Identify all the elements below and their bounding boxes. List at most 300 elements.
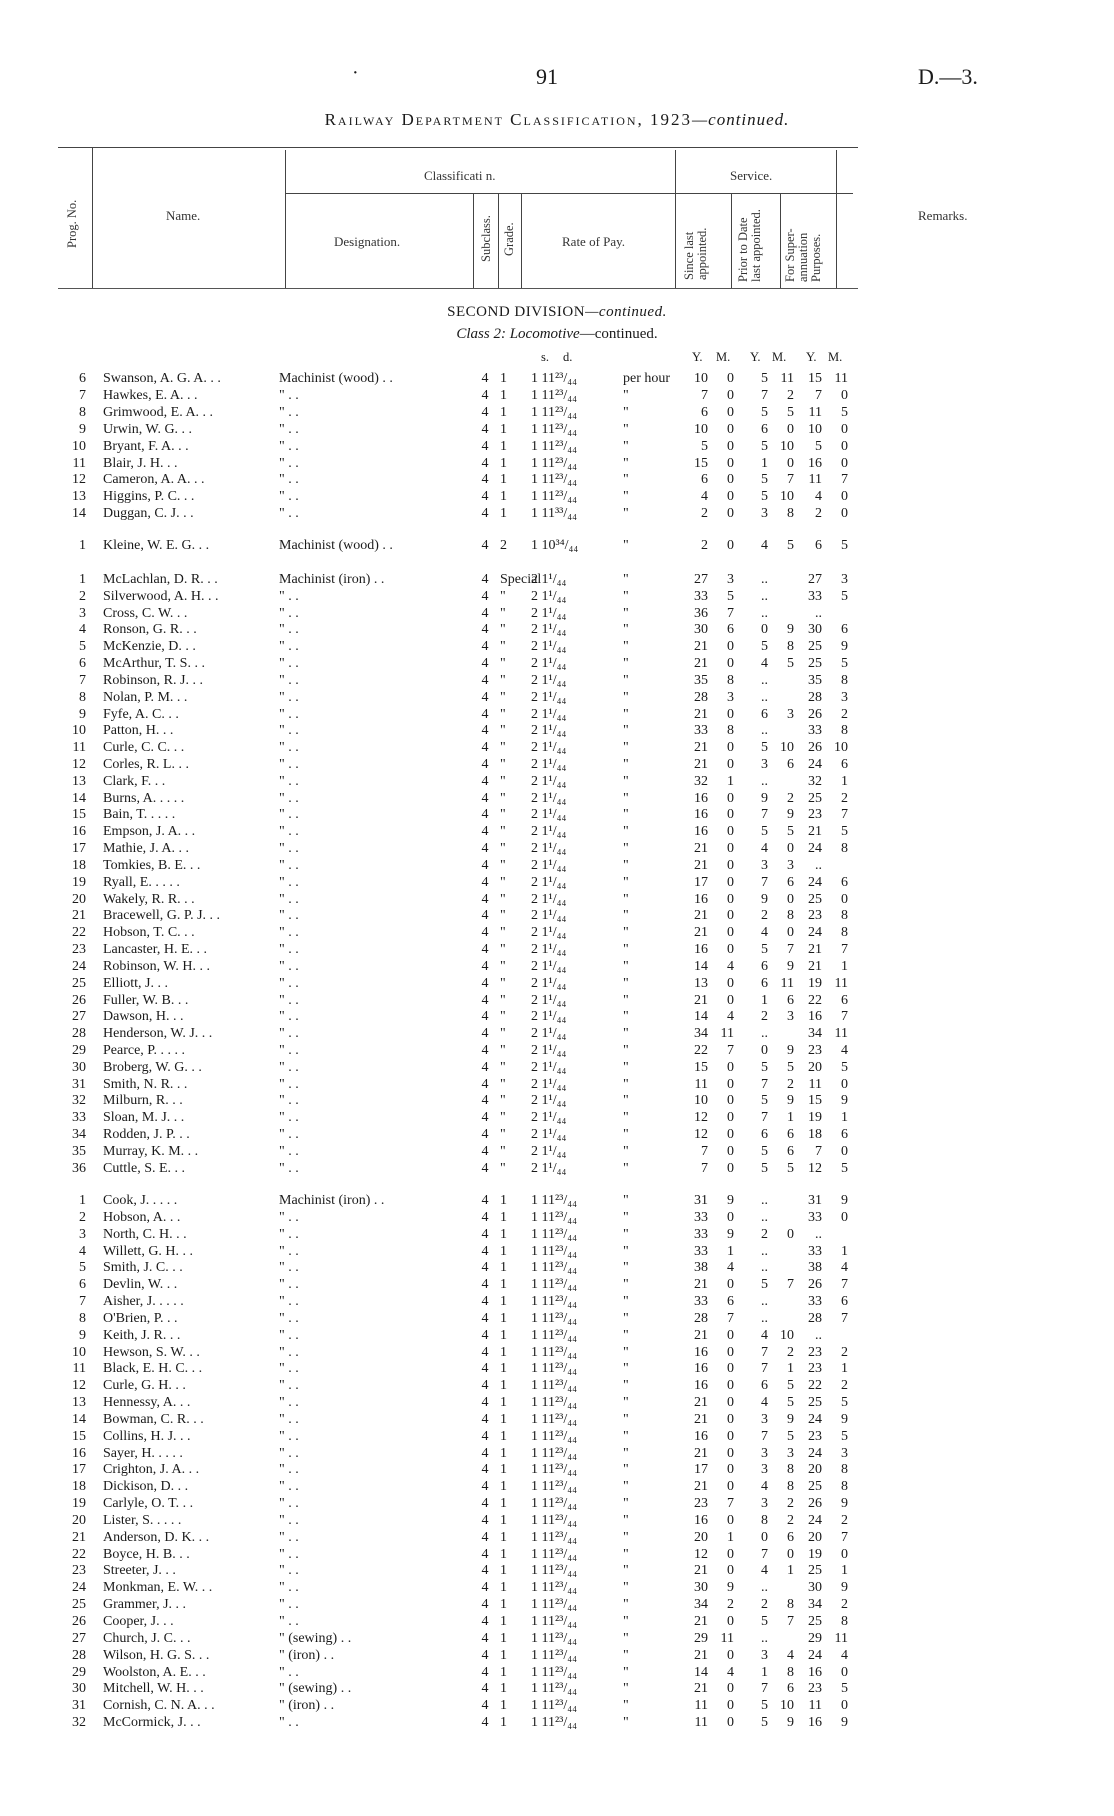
super-years: 5	[815, 438, 822, 454]
rate-of-pay: 2 1¹/₄₄	[531, 757, 567, 773]
designation: " . .	[279, 723, 299, 739]
super-months: 1	[841, 1563, 848, 1579]
table-row	[0, 1259, 1114, 1276]
super-years: 38	[808, 1260, 822, 1276]
since-years: 21	[694, 1647, 708, 1663]
rate-of-pay: 2 1¹/₄₄	[531, 1127, 567, 1143]
designation: Machinist (iron) . .	[279, 572, 385, 587]
super-months: 4	[841, 1647, 848, 1663]
designation: " . .	[279, 689, 299, 705]
employee-name: Hennessy, A. . .	[103, 1395, 191, 1411]
designation: " . .	[279, 891, 299, 907]
grade: 1	[500, 1479, 507, 1495]
prog-no: 11	[72, 1361, 86, 1377]
since-months: 2	[727, 1597, 734, 1613]
prog-no: 16	[72, 824, 86, 840]
super-years: 11	[808, 472, 822, 488]
employee-name: McKenzie, D. . .	[103, 639, 196, 655]
super-months: 7	[841, 1009, 848, 1025]
since-years: 17	[694, 1462, 708, 1478]
super-months: 6	[841, 1294, 848, 1310]
since-years: 33	[694, 1243, 708, 1259]
prior-months: 6	[787, 992, 794, 1008]
super-years: 24	[808, 1512, 822, 1528]
prior-months: 10	[780, 740, 794, 756]
grade: 1	[500, 387, 507, 403]
designation: " . .	[279, 958, 299, 974]
super-years: 20	[808, 1059, 822, 1075]
since-months: 7	[727, 1496, 734, 1512]
designation: " . .	[279, 942, 299, 958]
since-months: 6	[727, 1294, 734, 1310]
designation: " . .	[279, 421, 299, 437]
table-row	[0, 756, 1114, 773]
super-years: 20	[808, 1529, 822, 1545]
super-years: 2	[815, 506, 822, 522]
prior-years: 4	[761, 1563, 768, 1579]
since-years: 30	[694, 1580, 708, 1596]
subclass: 4	[481, 942, 489, 958]
employee-name: Corles, R. L. . .	[103, 757, 189, 773]
rate-unit: "	[623, 857, 629, 873]
grade: 1	[500, 1529, 507, 1545]
prior-years: 7	[761, 1546, 768, 1562]
table-row	[0, 1008, 1114, 1025]
table-row	[0, 840, 1114, 857]
table-row	[0, 975, 1114, 992]
unit-pence: d.	[563, 350, 573, 364]
since-years: 21	[694, 1681, 708, 1697]
since-years: 29	[694, 1630, 708, 1646]
prior-years: 7	[761, 1681, 768, 1697]
employee-name: Silverwood, A. H. . .	[103, 588, 219, 604]
prog-no: 26	[72, 1614, 86, 1629]
since-years: 16	[694, 824, 708, 840]
prog-no: 9	[79, 421, 86, 437]
employee-name: Keith, J. R. . .	[103, 1327, 181, 1343]
prior-years: 5	[761, 489, 768, 505]
employee-name: Woolston, A. E. . .	[103, 1664, 206, 1680]
prior-years: 7	[761, 1361, 768, 1377]
grade: 1	[500, 1294, 507, 1310]
title-main: Railway Department Classification, 1923	[324, 110, 693, 129]
super-years: 23	[808, 1042, 822, 1058]
super-years: 16	[808, 1009, 822, 1025]
super-years: 25	[808, 1395, 822, 1411]
prior-years: 3	[761, 1445, 768, 1461]
prior-years: 7	[761, 1076, 768, 1092]
prog-no: 4	[79, 622, 86, 638]
rate-unit: "	[623, 1093, 629, 1109]
super-months: 5	[841, 1428, 848, 1444]
subclass: 4	[481, 371, 489, 386]
rate-of-pay: 2 1¹/₄₄	[531, 841, 567, 857]
table-row	[0, 958, 1114, 975]
subclass: 4	[481, 489, 489, 505]
rate-unit: "	[623, 958, 629, 974]
prior-months: 5	[787, 404, 794, 420]
prior-years: 4	[761, 538, 768, 553]
prior-months: 0	[787, 841, 794, 857]
rate-unit: "	[623, 1681, 629, 1697]
employee-name: Grimwood, E. A. . .	[103, 404, 214, 420]
employee-name: Mitchell, W. H. . .	[103, 1681, 204, 1697]
grade: "	[500, 639, 506, 655]
table-row	[0, 588, 1114, 605]
grade: 1	[500, 371, 507, 386]
rate-of-pay: 2 1¹/₄₄	[531, 1042, 567, 1058]
subclass: 4	[481, 639, 489, 655]
table-row	[0, 1092, 1114, 1109]
designation: " . .	[279, 438, 299, 454]
grade: 2	[500, 538, 507, 553]
grade: 1	[500, 1614, 507, 1629]
subclass: 4	[481, 1664, 489, 1680]
super-months: 3	[841, 689, 848, 705]
super-months: 5	[841, 1059, 848, 1075]
super-years: 26	[808, 740, 822, 756]
prog-no: 1	[79, 572, 86, 587]
section-title-text: SECOND DIVISION	[447, 304, 586, 320]
super-years: ..	[815, 1327, 822, 1343]
since-years: 33	[694, 1226, 708, 1242]
prior-months: 2	[787, 790, 794, 806]
since-months: 0	[727, 1411, 734, 1427]
prior-years: 3	[761, 1411, 768, 1427]
subclass: 4	[481, 925, 489, 941]
table-row	[0, 1360, 1114, 1377]
prog-no: 13	[72, 1395, 86, 1411]
designation: " . .	[279, 1226, 299, 1242]
subclass: 4	[481, 1327, 489, 1343]
prog-no: 28	[72, 1026, 86, 1042]
grade: 1	[500, 1681, 507, 1697]
rate-unit: "	[623, 1160, 629, 1176]
since-months: 0	[727, 455, 734, 471]
prior-years: 7	[761, 1428, 768, 1444]
prior-months: 0	[787, 421, 794, 437]
rate-unit: "	[623, 1647, 629, 1663]
prior-years: 8	[761, 1512, 768, 1528]
grade: "	[500, 1026, 506, 1042]
grade: "	[500, 942, 506, 958]
prog-no: 23	[72, 1563, 86, 1579]
since-years: 21	[694, 757, 708, 773]
subclass: 4	[481, 706, 489, 722]
super-years: 15	[808, 1093, 822, 1109]
prior-months: 2	[787, 387, 794, 403]
rate-unit: "	[623, 622, 629, 638]
rate-of-pay: 2 1¹/₄₄	[531, 1026, 567, 1042]
rate-unit: "	[623, 757, 629, 773]
table-row	[0, 505, 1114, 522]
subclass: 4	[481, 975, 489, 991]
grade: "	[500, 824, 506, 840]
prior-years: ..	[761, 689, 768, 705]
subclass: 4	[481, 672, 489, 688]
employee-name: Black, E. H. C. . .	[103, 1361, 203, 1377]
grade: 1	[500, 421, 507, 437]
rate-unit: "	[623, 672, 629, 688]
prog-no: 11	[72, 740, 86, 756]
employee-name: Sayer, H. . . . .	[103, 1445, 183, 1461]
super-years: 25	[808, 639, 822, 655]
prior-years: ..	[761, 588, 768, 604]
prior-years: ..	[761, 1193, 768, 1208]
prior-months: 6	[787, 757, 794, 773]
employee-name: Elliott, J. . .	[103, 975, 168, 991]
super-years: 24	[808, 925, 822, 941]
super-years: 23	[808, 1681, 822, 1697]
designation: " . .	[279, 489, 299, 505]
table-row	[0, 1630, 1114, 1647]
rate-unit: "	[623, 1026, 629, 1042]
subclass: 4	[481, 689, 489, 705]
prior-months: 5	[787, 1059, 794, 1075]
unit-shillings: s.	[541, 350, 549, 364]
subclass: 4	[481, 421, 489, 437]
designation: " . .	[279, 1093, 299, 1109]
prog-no: 8	[79, 1310, 86, 1326]
designation: " . .	[279, 605, 299, 621]
prior-months: 2	[787, 1344, 794, 1360]
designation: " . .	[279, 807, 299, 823]
prior-years: ..	[761, 1209, 768, 1225]
rate-unit: "	[623, 1428, 629, 1444]
since-months: 0	[727, 1563, 734, 1579]
grade: "	[500, 672, 506, 688]
since-months: 0	[727, 1512, 734, 1528]
subclass: 4	[481, 438, 489, 454]
super-months: 6	[841, 622, 848, 638]
rate-of-pay: 1 11²³/₄₄	[531, 1546, 578, 1562]
since-months: 0	[727, 1327, 734, 1343]
designation: " . .	[279, 1715, 299, 1731]
col-service: Service.	[730, 168, 773, 183]
super-years: 4	[815, 489, 822, 505]
table-row	[0, 1394, 1114, 1411]
prior-years: 5	[761, 438, 768, 454]
rate-unit: "	[623, 1260, 629, 1276]
rate-of-pay: 2 1¹/₄₄	[531, 1009, 567, 1025]
prog-no: 5	[79, 1260, 86, 1276]
subclass: 4	[481, 1462, 489, 1478]
grade: 1	[500, 1580, 507, 1596]
since-months: 0	[727, 438, 734, 454]
subclass: 4	[481, 572, 489, 587]
rate-unit: "	[623, 706, 629, 722]
super-years: 16	[808, 1664, 822, 1680]
rate-of-pay: 1 11²³/₄₄	[531, 1428, 578, 1444]
subclass: 4	[481, 740, 489, 756]
employee-name: Carlyle, O. T. . .	[103, 1496, 194, 1512]
employee-name: Curle, C. C. . .	[103, 740, 185, 756]
rate-unit: "	[623, 740, 629, 756]
prog-no: 18	[72, 1479, 86, 1495]
prog-no: 35	[72, 1143, 86, 1159]
super-months: 1	[841, 1243, 848, 1259]
grade: 1	[500, 472, 507, 488]
super-years: 33	[808, 1243, 822, 1259]
prior-years: 5	[761, 1143, 768, 1159]
super-years: 26	[808, 1277, 822, 1293]
table-row	[0, 1042, 1114, 1059]
super-years: 11	[808, 1076, 822, 1092]
since-years: 28	[694, 689, 708, 705]
subclass: 4	[481, 1411, 489, 1427]
prior-years: 6	[761, 421, 768, 437]
since-years: 34	[694, 1026, 708, 1042]
since-months: 0	[727, 1698, 734, 1714]
table-row	[0, 1025, 1114, 1042]
rate-unit: "	[623, 1512, 629, 1528]
subclass: 4	[481, 1597, 489, 1613]
super-years: 18	[808, 1127, 822, 1143]
prior-months: 6	[787, 874, 794, 890]
employee-name: Clark, F. . .	[103, 773, 166, 789]
since-years: 16	[694, 1344, 708, 1360]
prior-months: 3	[787, 706, 794, 722]
super-months: 11	[834, 1630, 848, 1646]
rate-unit: "	[623, 1630, 629, 1646]
super-years: 31	[808, 1193, 822, 1208]
prior-years: ..	[761, 605, 768, 621]
grade: 1	[500, 1496, 507, 1512]
super-months: 1	[841, 1110, 848, 1126]
subclass: 4	[481, 1378, 489, 1394]
section-title-continued: —continued.	[585, 304, 667, 320]
employee-name: Mathie, J. A. . .	[103, 841, 189, 857]
prior-years: 7	[761, 387, 768, 403]
since-months: 0	[727, 1127, 734, 1143]
employee-name: Fyfe, A. C. . .	[103, 706, 179, 722]
subclass: 4	[481, 506, 489, 522]
grade: 1	[500, 1260, 507, 1276]
super-years: 22	[808, 992, 822, 1008]
employee-name: Collins, H. J. . .	[103, 1428, 191, 1444]
prior-months: 2	[787, 1076, 794, 1092]
grade: "	[500, 925, 506, 941]
employee-name: North, C. H. . .	[103, 1226, 187, 1242]
subclass: 4	[481, 757, 489, 773]
rate-of-pay: 2 1¹/₄₄	[531, 874, 567, 890]
employee-name: Robinson, R. J. . .	[103, 672, 203, 688]
prior-years: ..	[761, 1310, 768, 1326]
prog-no: 27	[72, 1009, 86, 1025]
table-row	[0, 537, 1114, 554]
prior-months: 2	[787, 1496, 794, 1512]
since-years: 21	[694, 639, 708, 655]
table-row	[0, 907, 1114, 924]
since-months: 8	[727, 672, 734, 688]
since-years: 13	[694, 975, 708, 991]
super-months: 3	[841, 1445, 848, 1461]
designation: " . .	[279, 1496, 299, 1512]
super-months: 8	[841, 672, 848, 688]
prior-months: 7	[787, 472, 794, 488]
prior-months: 10	[780, 489, 794, 505]
employee-name: Burns, A. . . . .	[103, 790, 185, 806]
super-years: 21	[808, 824, 822, 840]
super-years: 7	[815, 387, 822, 403]
since-years: 21	[694, 1614, 708, 1629]
since-months: 0	[727, 1076, 734, 1092]
prog-no: 12	[72, 1378, 86, 1394]
super-years: 21	[808, 942, 822, 958]
since-years: 21	[694, 1277, 708, 1293]
prior-years: 2	[761, 1597, 768, 1613]
grade: 1	[500, 1226, 507, 1242]
prior-years: ..	[761, 672, 768, 688]
since-years: 20	[694, 1529, 708, 1545]
prior-years: 6	[761, 958, 768, 974]
super-years: 34	[808, 1026, 822, 1042]
prog-no: 29	[72, 1042, 86, 1058]
designation: " . .	[279, 841, 299, 857]
since-months: 0	[727, 790, 734, 806]
prior-months: 5	[787, 538, 794, 553]
table-row	[0, 1109, 1114, 1126]
super-months: 6	[841, 757, 848, 773]
table-row	[0, 1327, 1114, 1344]
grade: 1	[500, 1378, 507, 1394]
table-row	[0, 992, 1114, 1009]
grade: 1	[500, 1310, 507, 1326]
since-years: 21	[694, 706, 708, 722]
since-years: 21	[694, 1445, 708, 1461]
since-years: 15	[694, 455, 708, 471]
rate-of-pay: 2 1¹/₄₄	[531, 622, 567, 638]
super-years: 11	[808, 404, 822, 420]
subclass: 4	[481, 1209, 489, 1225]
grade: 1	[500, 1563, 507, 1579]
grade: "	[500, 992, 506, 1008]
super-years: 23	[808, 1344, 822, 1360]
rate-of-pay: 1 11²³/₄₄	[531, 1614, 578, 1629]
rate-of-pay: 1 11²³/₄₄	[531, 489, 578, 505]
super-years: 34	[808, 1597, 822, 1613]
prior-years: 0	[761, 1042, 768, 1058]
subclass: 4	[481, 1193, 489, 1208]
since-months: 9	[727, 1193, 734, 1208]
since-years: 10	[694, 1093, 708, 1109]
super-months: 9	[841, 1093, 848, 1109]
prog-no: 9	[79, 706, 86, 722]
subclass: 4	[481, 1344, 489, 1360]
prog-no: 25	[72, 1597, 86, 1613]
prior-months: 0	[787, 891, 794, 907]
grade: 1	[500, 1630, 507, 1646]
page-number: 91	[536, 64, 558, 89]
table-row	[0, 1613, 1114, 1630]
grade: "	[500, 790, 506, 806]
table-row	[0, 924, 1114, 941]
rate-of-pay: 2 1¹/₄₄	[531, 689, 567, 705]
table-row	[0, 672, 1114, 689]
rate-of-pay: 1 11²³/₄₄	[531, 1243, 578, 1259]
rate-of-pay: 2 1¹/₄₄	[531, 656, 567, 672]
prior-years: 1	[761, 455, 768, 471]
since-months: 1	[727, 773, 734, 789]
designation: " . .	[279, 925, 299, 941]
employee-name: Lancaster, H. E. . .	[103, 942, 208, 958]
prog-no: 31	[72, 1076, 86, 1092]
since-months: 0	[727, 942, 734, 958]
designation: " . .	[279, 1361, 299, 1377]
super-months: 9	[841, 1496, 848, 1512]
grade: "	[500, 1110, 506, 1126]
super-months: 9	[841, 1411, 848, 1427]
